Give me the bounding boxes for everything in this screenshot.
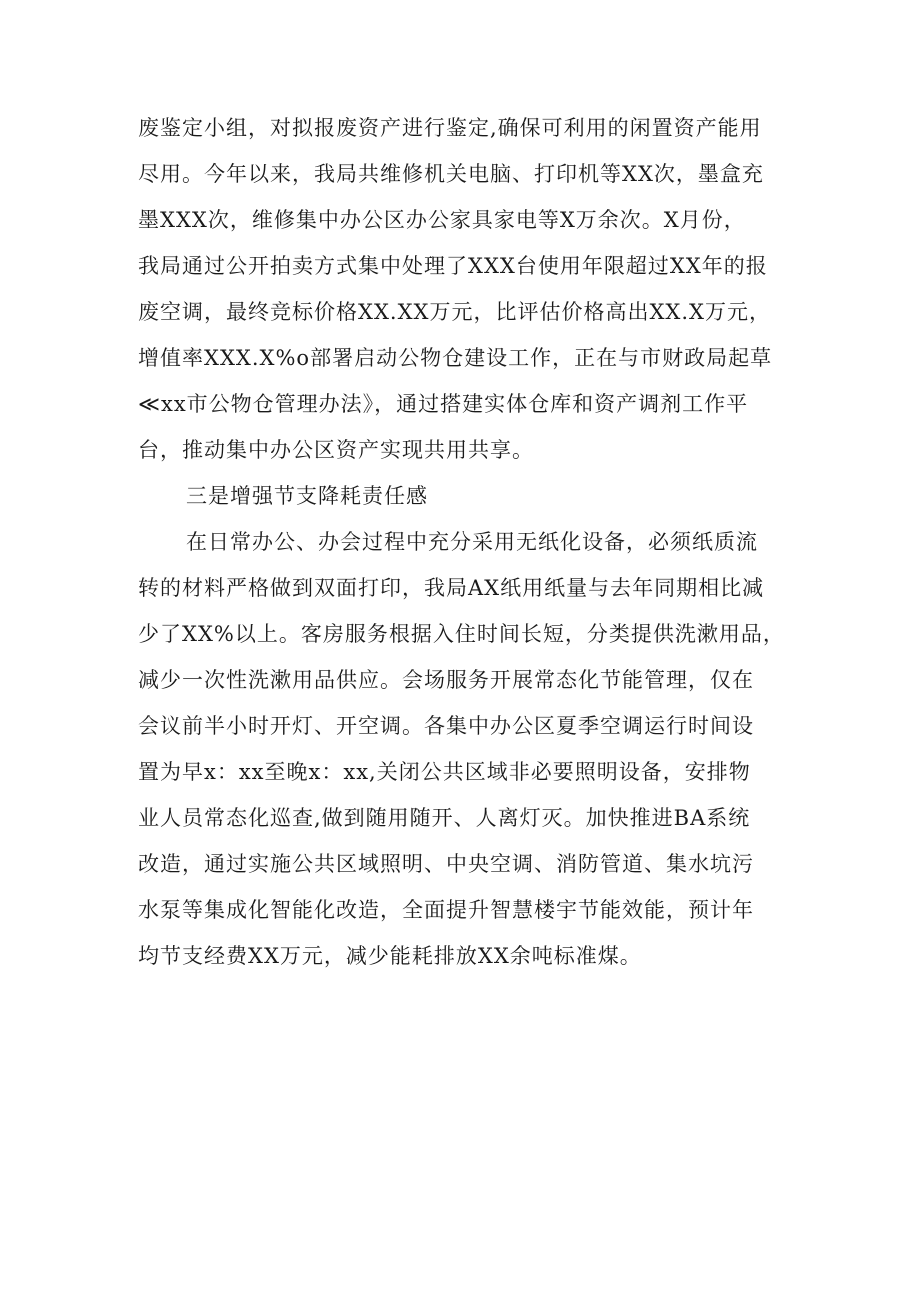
paragraph-1-line: 废鉴定小组，对拟报废资产进行鉴定,确保可利用的闲置资产能用 [138,116,762,140]
paragraph-1-line: 尽用。今年以来，我局共维修机关电脑、打印机等XX次，墨盒充 [138,162,764,186]
paragraph-2-line: 会议前半小时开灯、开空调。各集中办公区夏季空调运行时间设 [138,714,754,738]
paragraph-2-line: 少了XX%以上。客房服务根据入住时间长短，分类提供洗漱用品， [138,622,785,646]
paragraph-1-line: 台，推动集中办公区资产实现共用共享。 [138,438,534,462]
paragraph-2-line: 减少一次性洗漱用品供应。会场服务开展常态化节能管理，仅在 [138,668,754,692]
paragraph-2-line: 置为早x：xx至晚x：xx,关闭公共区域非必要照明设备，安排物 [138,760,751,784]
paragraph-2-line: 改造，通过实施公共区域照明、中央空调、消防管道、集水坑污 [138,852,754,876]
paragraph-1-line: 我局通过公开拍卖方式集中处理了XXX台使用年限超过XX年的报 [138,254,768,278]
paragraph-2-line: 在日常办公、办会过程中充分采用无纸化设备，必须纸质流 [186,530,758,554]
paragraph-1-line: ≪xx市公物仓管理办法》，通过搭建实体仓库和资产调剂工作平 [138,392,749,416]
paragraph-1-line: 废空调，最终竞标价格XX.XX万元，比评估价格高出XX.X万元， [138,300,771,324]
section-heading: 三是增强节支降耗责任感 [186,484,428,508]
paragraph-2-line: 水泵等集成化智能化改造，全面提升智慧楼宇节能效能，预计年 [138,898,754,922]
paragraph-2-line: 均节支经费XX万元，减少能耗排放XX余吨标准煤。 [138,944,642,968]
paragraph-1-line: 增值率XXX.X%o部署启动公物仓建设工作，正在与市财政局起草 [138,346,773,370]
paragraph-1-line: 墨XXX次，维修集中办公区办公家具家电等X万余次。X月份， [138,208,746,232]
paragraph-2-line: 转的材料严格做到双面打印，我局AX纸用纸量与去年同期相比减 [138,576,765,600]
paragraph-2-line: 业人员常态化巡查,做到随用随开、人离灯灭。加快推进BA系统 [138,806,751,830]
